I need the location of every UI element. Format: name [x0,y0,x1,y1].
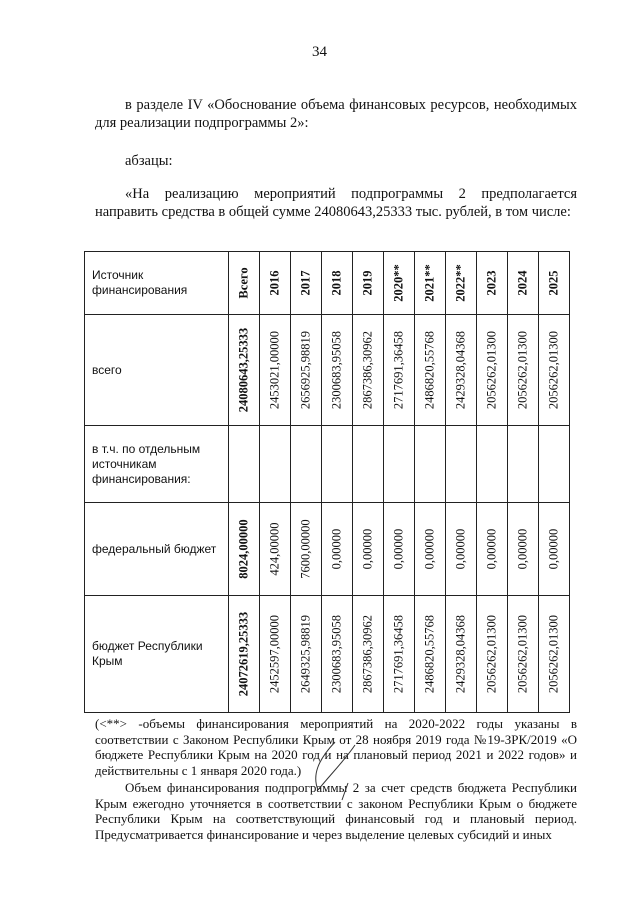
column-header-label: 2023 [484,270,499,296]
cell-value: 2300683,95058 [329,330,344,410]
column-header-label: 2019 [360,270,375,296]
column-header [353,252,384,315]
column-header [322,252,353,315]
table-cell [384,503,415,596]
table-cell [260,315,291,426]
table-cell [322,596,353,713]
body-paragraph: Объем финансирования подпрограммы 2 за счет средств бюджета Республики Крым ежегодно уточняется в соответствии с законом Республики Крым о бюджете Республики Крым на соответствующий финансовый год и плановый период. Предусматривается финансирование и через выделение целевых субсидий и иных [95,780,577,842]
column-header [539,252,570,315]
table-cell [508,426,539,503]
table-cell [508,503,539,596]
row-label: бюджет Республики Крым [85,596,229,713]
section-reference: в разделе IV «Обоснование объема финансовых ресурсов, необходимых для реализации подпрограммы 2»: [95,97,577,131]
table-header-row [85,252,570,315]
cell-value: 2486820,55768 [422,330,437,410]
cell-value: 0,00000 [391,528,406,570]
table-cell [415,503,446,596]
table-cell [229,426,260,503]
table-cell [539,503,570,596]
cell-value: 2867386,30962 [360,614,375,694]
column-header-label: 2022** [453,264,468,302]
table-cell [291,596,322,713]
table-cell [260,503,291,596]
column-header-label: Всего [236,267,251,299]
cell-value: 2717691,36458 [391,614,406,694]
table-cell [446,503,477,596]
cell-value: 24080643,25333 [236,327,251,413]
table-cell [508,596,539,713]
cell-value: 0,00000 [329,528,344,570]
table-row-sources [85,426,570,503]
cell-value: 0,00000 [515,528,530,570]
column-header [384,252,415,315]
financing-table [84,251,570,713]
table-cell [353,596,384,713]
table-cell [446,315,477,426]
cell-value: 0,00000 [422,528,437,570]
column-header-label: 2020** [391,264,406,302]
column-header-label: 2021** [422,264,437,302]
page-number: 34 [312,44,327,60]
row-label: федеральный бюджет [85,503,229,596]
row-label: всего [85,315,229,426]
intro-paragraph: «На реализацию мероприятий подпрограммы 2 предполагается направить средства в общей сумме 24080643,25333 тыс. рублей, в том числе: [95,186,577,220]
cell-value: 2656925,98819 [298,330,313,410]
cell-value: 2429328,04368 [453,330,468,410]
table-cell [539,426,570,503]
cell-value: 0,00000 [484,528,499,570]
table-cell [384,315,415,426]
table-row-federal [85,503,570,596]
column-header-label: 2025 [546,270,561,296]
source-header: Источник финансирования [85,252,229,315]
column-header-label: 2018 [329,270,344,296]
table-cell [229,503,260,596]
table-row-total [85,315,570,426]
cell-value: 2429328,04368 [453,614,468,694]
cell-value: 7600,00000 [298,519,313,579]
table-row-crimea [85,596,570,713]
column-header [415,252,446,315]
cell-value: 2867386,30962 [360,330,375,410]
footnote: (<**> -объемы финансирования мероприятий на 2020-2022 годы указаны в соответствии с Законом Республики Крым от 28 ноября 2019 года №19-ЗРК/2019 «О бюджете Республики Крым на 2020 год и на плановый период 2021 и 2022 годов» и действительны с 1 января 2020 года.) [95,716,577,778]
cell-value: 2649325,98819 [298,614,313,694]
table-cell [477,503,508,596]
cell-value: 0,00000 [453,528,468,570]
paragraphs-label: абзацы: [125,153,173,169]
cell-value: 2717691,36458 [391,330,406,410]
cell-value: 2056262,01300 [515,614,530,694]
table-cell [477,315,508,426]
table-cell [353,315,384,426]
table-cell [353,426,384,503]
cell-value: 2452597,00000 [267,614,282,694]
table-cell [446,426,477,503]
row-label: в т.ч. по отдельным источникам финансирования: [85,426,229,503]
column-header [446,252,477,315]
column-header [229,252,260,315]
table-cell [477,426,508,503]
cell-value: 24072619,25333 [236,611,251,697]
cell-value: 2056262,01300 [484,330,499,410]
table-cell [229,315,260,426]
cell-value: 2056262,01300 [546,614,561,694]
table-cell [291,503,322,596]
column-header [260,252,291,315]
cell-value: 8024,00000 [236,519,251,579]
table-cell [322,426,353,503]
table-cell [539,596,570,713]
table-cell [260,596,291,713]
table-cell [415,315,446,426]
column-header-label: 2017 [298,270,313,296]
table-cell [508,315,539,426]
table-cell [446,596,477,713]
cell-value: 2056262,01300 [546,330,561,410]
column-header [508,252,539,315]
cell-value: 2453021,00000 [267,330,282,410]
column-header-label: 2024 [515,270,530,296]
column-header [291,252,322,315]
table-cell [415,426,446,503]
table-cell [260,426,291,503]
table-cell [415,596,446,713]
table-cell [353,503,384,596]
cell-value: 2056262,01300 [484,614,499,694]
table-cell [539,315,570,426]
cell-value: 2486820,55768 [422,614,437,694]
table-cell [291,315,322,426]
table-cell [477,596,508,713]
table-cell [384,596,415,713]
cell-value: 0,00000 [546,528,561,570]
column-header-label: 2016 [267,270,282,296]
table-cell [384,426,415,503]
column-header [477,252,508,315]
cell-value: 424,00000 [267,522,282,576]
cell-value: 2056262,01300 [515,330,530,410]
cell-value: 2300683,95058 [329,614,344,694]
table-cell [229,596,260,713]
table-cell [291,426,322,503]
cell-value: 0,00000 [360,528,375,570]
table-cell [322,315,353,426]
table-cell [322,503,353,596]
